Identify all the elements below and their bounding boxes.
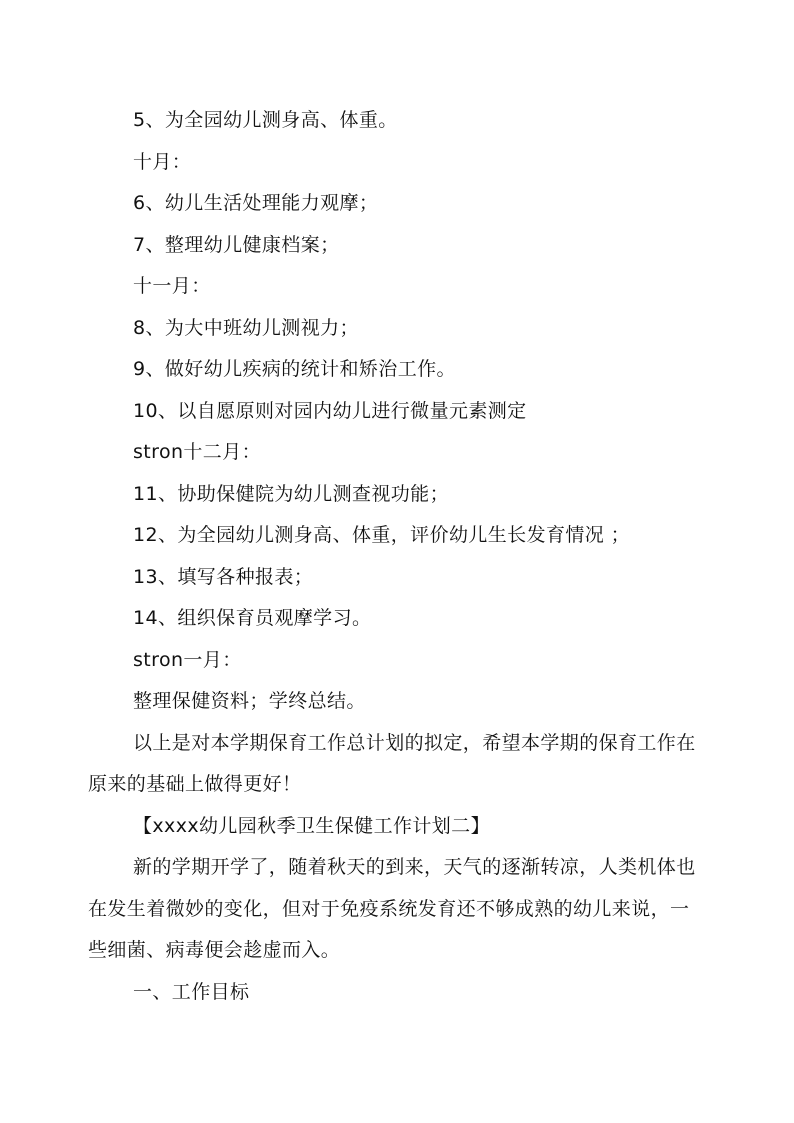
section-heading: 一、工作目标 (133, 980, 250, 1003)
list-item: 整理保健资料；学终总结。 (133, 690, 366, 712)
list-item: 5、为全园幼儿测身高、体重。 (133, 109, 398, 131)
list-item: 12、为全园幼儿测身高、体重，评价幼儿生长发育情况 ； (133, 524, 631, 546)
list-item: 9、做好幼儿疾病的统计和矫治工作。 (133, 358, 456, 380)
month-heading: 十月： (133, 150, 192, 173)
summary-paragraph: 以上是对本学期保育工作总计划的拟定，希望本学期的保育工作在原来的基础上做得更好！ (88, 731, 696, 795)
month-heading: 十一月： (133, 275, 211, 297)
month-heading: stron十二月： (133, 441, 262, 463)
intro-paragraph: 新的学期开学了，随着秋天的到来，天气的逐渐转凉，人类机体也在发生着微妙的变化，但对于免疫系统发育还不够成熟的幼儿来说，一些细菌、病毒便会趁虚而入。 (88, 856, 696, 961)
list-item: 6、幼儿生活处理能力观摩； (133, 192, 379, 214)
list-item: 11、协助保健院为幼儿测查视功能； (133, 482, 449, 505)
month-heading: stron一月： (133, 648, 242, 671)
list-item: 14、组织保育员观摩学习。 (133, 607, 372, 629)
section-title: 【xxxx幼儿园秋季卫生保健工作计划二】 (133, 814, 490, 837)
list-item: 7、整理幼儿健康档案； (133, 233, 340, 256)
list-item: 13、填写各种报表； (133, 565, 314, 588)
document-body (88, 100, 708, 1013)
list-item: 8、为大中班幼儿测视力； (133, 316, 359, 339)
list-item: 10、以自愿原则对园内幼儿进行微量元素测定 (133, 399, 527, 422)
